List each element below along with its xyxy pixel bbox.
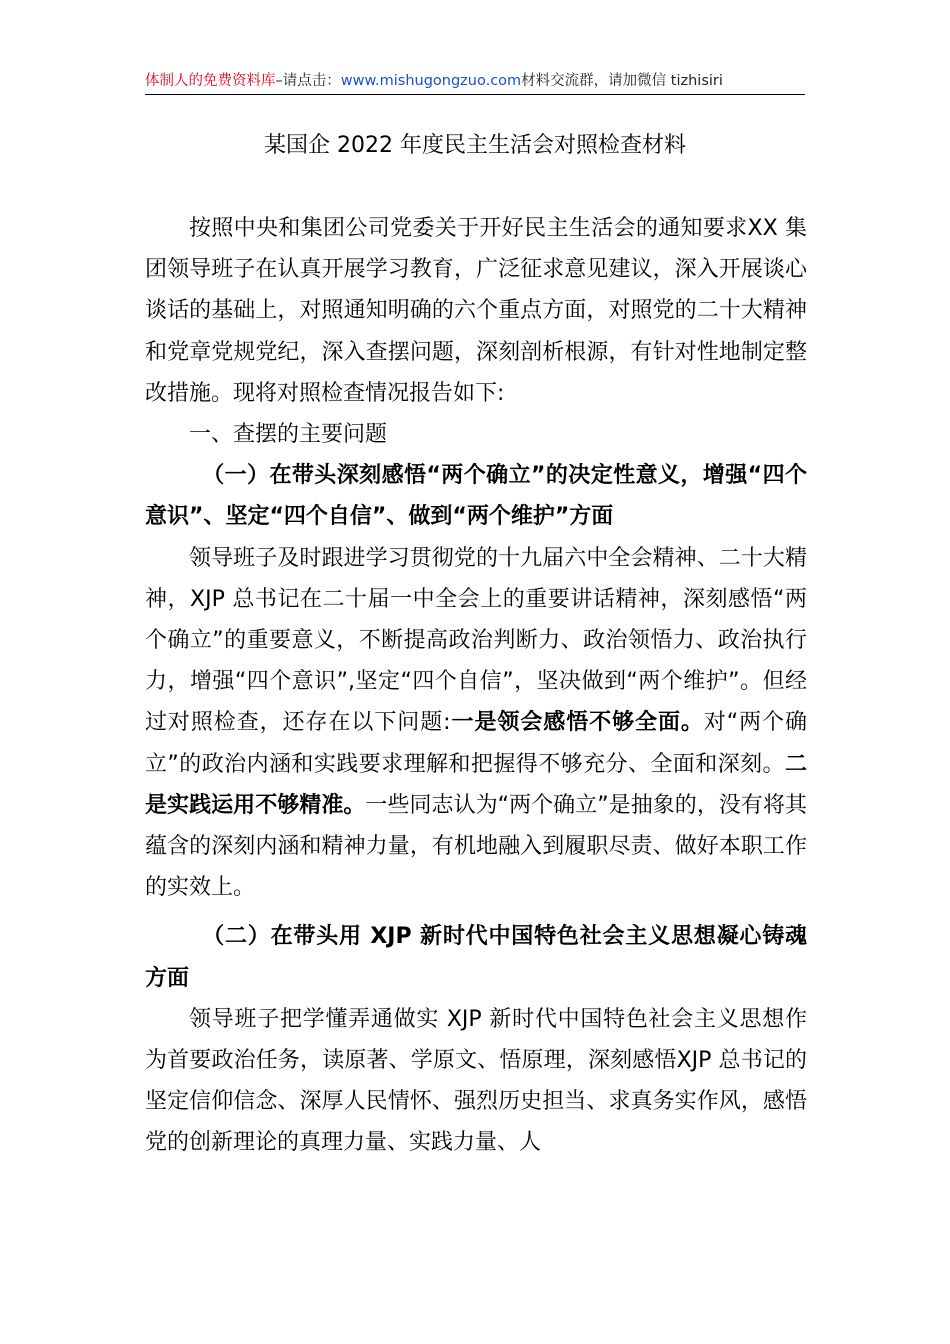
header-link[interactable]: www.mishugongzuo.com	[340, 73, 522, 89]
header-prompt: –请点击：	[275, 73, 341, 89]
section-one-heading: 一、查摆的主要问题	[189, 422, 388, 448]
point-one-text: 对“两个确立”的政治内涵和实践要求理解和把握得不够充分、全面和深刻。	[145, 710, 807, 777]
header-divider	[145, 94, 805, 95]
intro-paragraph: 按照中央和集团公司党委关于开好民主生活会的通知要求XX 集团领导班子在认真开展学习教育，广泛征求意见建议，深入开展谈心谈话的基础上，对照通知明确的六个重点方面，对照党的二十大精神和党章党规党纪，深入查摆问题，深刻剖析根源，有针对性地制定整改措施。现将对照检查情况报告如下:	[145, 216, 807, 406]
document-body	[145, 208, 807, 1164]
subsection-one-heading: （一）在带头深刻感悟“两个确立”的决定性意义，增强“四个意识”、坚定“四个自信”、做到“两个维护”方面	[145, 463, 807, 530]
page-header	[145, 68, 805, 94]
subsection-two-heading: （二）在带头用 XJP 新时代中国特色社会主义思想凝心铸魂方面	[145, 924, 807, 991]
subsection-one-lead: 领导班子及时跟进学习贯彻党的十九届六中全会精神、二十大精神，XJP 总书记在二十届一中全会上的重要讲话精神，深刻感悟“两个确立”的重要意义，不断提高政治判断力、政治领悟力、政治执行力，增强“四个意识”,坚定“四个自信”，坚决做到“两个维护”。但经过对照检查，还存在以下问题:	[145, 545, 807, 736]
point-two-text: 一些同志认为“两个确立”是抽象的，没有将其蕴含的深刻内涵和精神力量，有机地融入到履职尽责、做好本职工作的实效上。	[145, 792, 807, 901]
document-title: 某国企 2022 年度民主生活会对照检查材料	[264, 133, 686, 158]
subsection-one-paragraph	[145, 538, 807, 909]
subsection-two-paragraph: 领导班子把学懂弄通做实 XJP 新时代中国特色社会主义思想作为首要政治任务，读原著、学原文、悟原理，深刻感悟XJP 总书记的坚定信仰信念、深厚人民情怀、强烈历史担当、求真务实作风，感悟党的创新理论的真理力量、实践力量、人	[145, 1006, 807, 1156]
point-two-heading: 二是实践运用不够精准。	[145, 751, 807, 818]
header-note: 材料交流群，请加微信 tizhisiri	[521, 73, 723, 89]
header-site-name: 体制人的免费资料库	[145, 73, 276, 89]
point-one-heading: 一是领会感悟不够全面。	[450, 710, 704, 736]
